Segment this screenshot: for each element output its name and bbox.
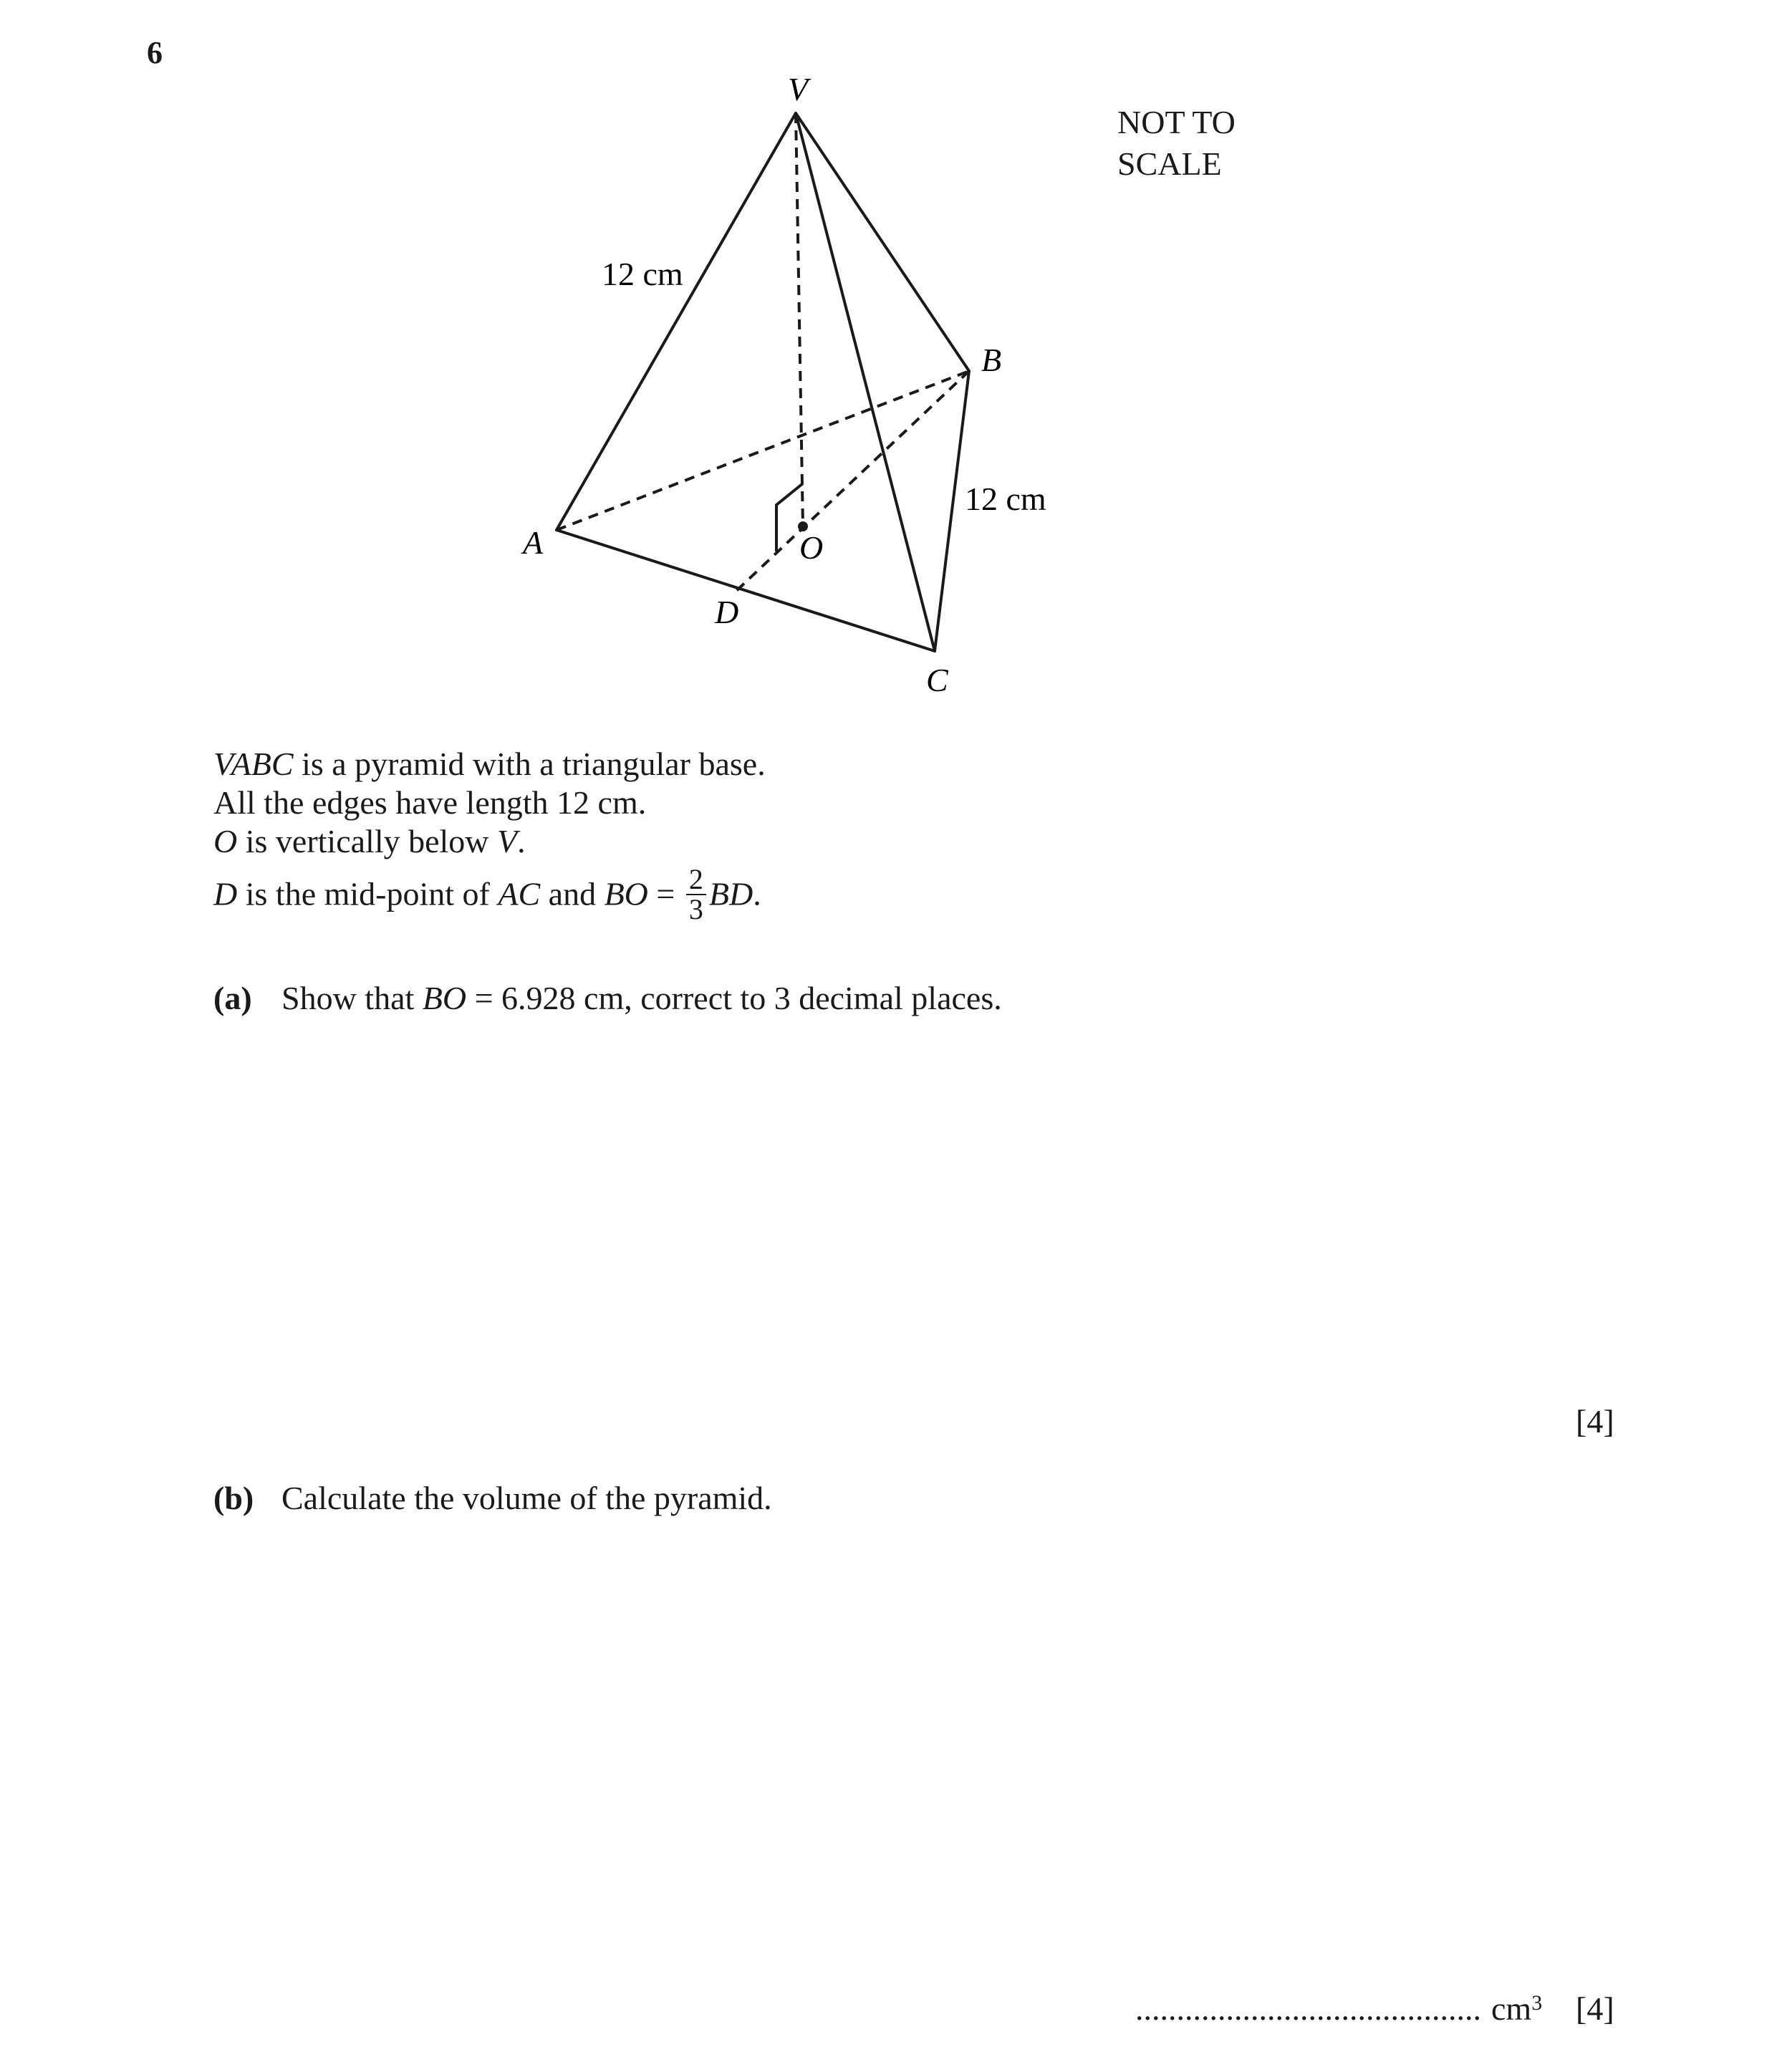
part-b-marks: [4] [1576,1990,1614,2027]
stem-line-1-text: is a pyramid with a triangular base. [293,746,766,782]
stem-line-2: All the edges have length 12 cm. [213,784,647,821]
part-a-text2: = 6.928 cm, correct to 3 decimal places. [466,980,1002,1016]
line-bd-hidden [736,371,969,591]
var-bo: BO [604,875,648,912]
vertex-b-label: B [981,342,1002,378]
edge-bc-length-label: 12 cm [965,481,1046,517]
stem-line-4 [213,863,761,927]
part-b-label: (b) [213,1480,254,1516]
edge-vb [796,113,969,371]
vertex-o-label: O [799,529,824,566]
not-to-scale-line2: SCALE [1117,145,1222,182]
answer-dotted-line[interactable]: .......................................... [1135,1990,1481,2027]
not-to-scale-line1: NOT TO [1117,104,1236,140]
stem-line-3-end: . [517,823,526,859]
var-d: D [213,875,238,912]
var-bd: BD [708,875,753,912]
stem-line-3-text: is vertically below [237,823,498,859]
part-a-label: (a) [213,980,252,1016]
fraction-denominator: 3 [688,893,703,925]
fraction-two-thirds [686,865,706,924]
not-to-scale-note [1117,102,1236,185]
fraction-numerator: 2 [686,865,706,895]
vertex-c-label: C [926,662,948,698]
part-a-text1: Show that [281,980,423,1016]
edge-ac [557,530,935,651]
equals-sign: = [647,875,683,912]
pyramid-diagram [0,0,1777,716]
part-a-text [281,979,1002,1017]
vertex-d-label: D [715,594,739,630]
var-ac: AC [498,875,541,912]
edge-va [557,113,796,530]
var-vabc: VABC [213,746,294,782]
stem-line-1 [213,745,766,783]
line-vo-hidden [796,113,803,526]
stem-line-4-text2: and [540,875,605,912]
vertex-a-label: A [523,524,544,561]
stem-line-4-text1: is the mid-point of [237,875,499,912]
part-b-answer-line [1135,1990,1542,2028]
edge-va-length-label: 12 cm [602,256,683,292]
edge-vc [796,113,935,651]
var-bo-part-a: BO [422,980,467,1016]
stem-line-4-end: . [753,875,761,912]
answer-unit: cm [1491,1990,1532,2027]
var-v: V [497,823,518,859]
vertex-v-label: V [788,71,809,107]
stem-line-3 [213,822,526,860]
part-b-text: Calculate the volume of the pyramid. [281,1480,772,1516]
question-number: 6 [147,35,163,70]
answer-unit-power: 3 [1531,1991,1543,2015]
var-o: O [213,823,238,859]
part-a-marks: [4] [1576,1403,1614,1440]
edge-bc [935,371,969,651]
edge-ab-hidden [557,371,969,530]
